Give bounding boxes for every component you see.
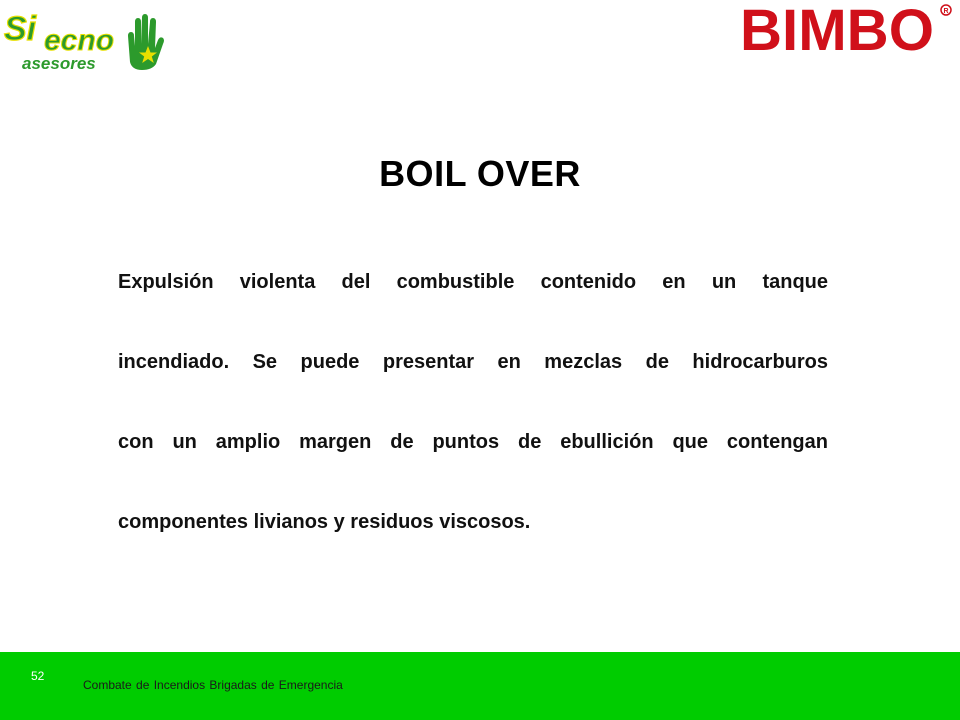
- siecno-asesores-logo: [2, 6, 172, 72]
- body-line: incendiado. Se puede presentar en mezclas de hidrocarburos: [118, 351, 828, 373]
- bimbo-logo: [738, 0, 954, 64]
- footer-bar: [0, 652, 960, 720]
- body-line: Expulsión violenta del combustible contenido en un tanque: [118, 271, 828, 293]
- body-line: componentes livianos y residuos viscosos.: [118, 511, 531, 533]
- siecno-logo-graphic: [2, 6, 172, 72]
- logo-asesores-text: asesores: [22, 54, 96, 72]
- bimbo-logo-text: BIMBO: [740, 0, 934, 63]
- logo-si-text: Si: [4, 10, 37, 48]
- footer-caption: Combate de Incendios Brigadas de Emergencia: [83, 678, 343, 692]
- slide-title: BOIL OVER: [379, 153, 581, 194]
- hand-icon: [128, 14, 164, 70]
- slide-body: [118, 262, 828, 582]
- svg-text:R: R: [943, 8, 949, 15]
- logo-ecno-text: ecno: [44, 24, 115, 57]
- page-number: 52: [31, 669, 45, 683]
- bimbo-logo-graphic: [738, 0, 954, 64]
- body-line: con un amplio margen de puntos de ebullición que contengan: [118, 431, 828, 453]
